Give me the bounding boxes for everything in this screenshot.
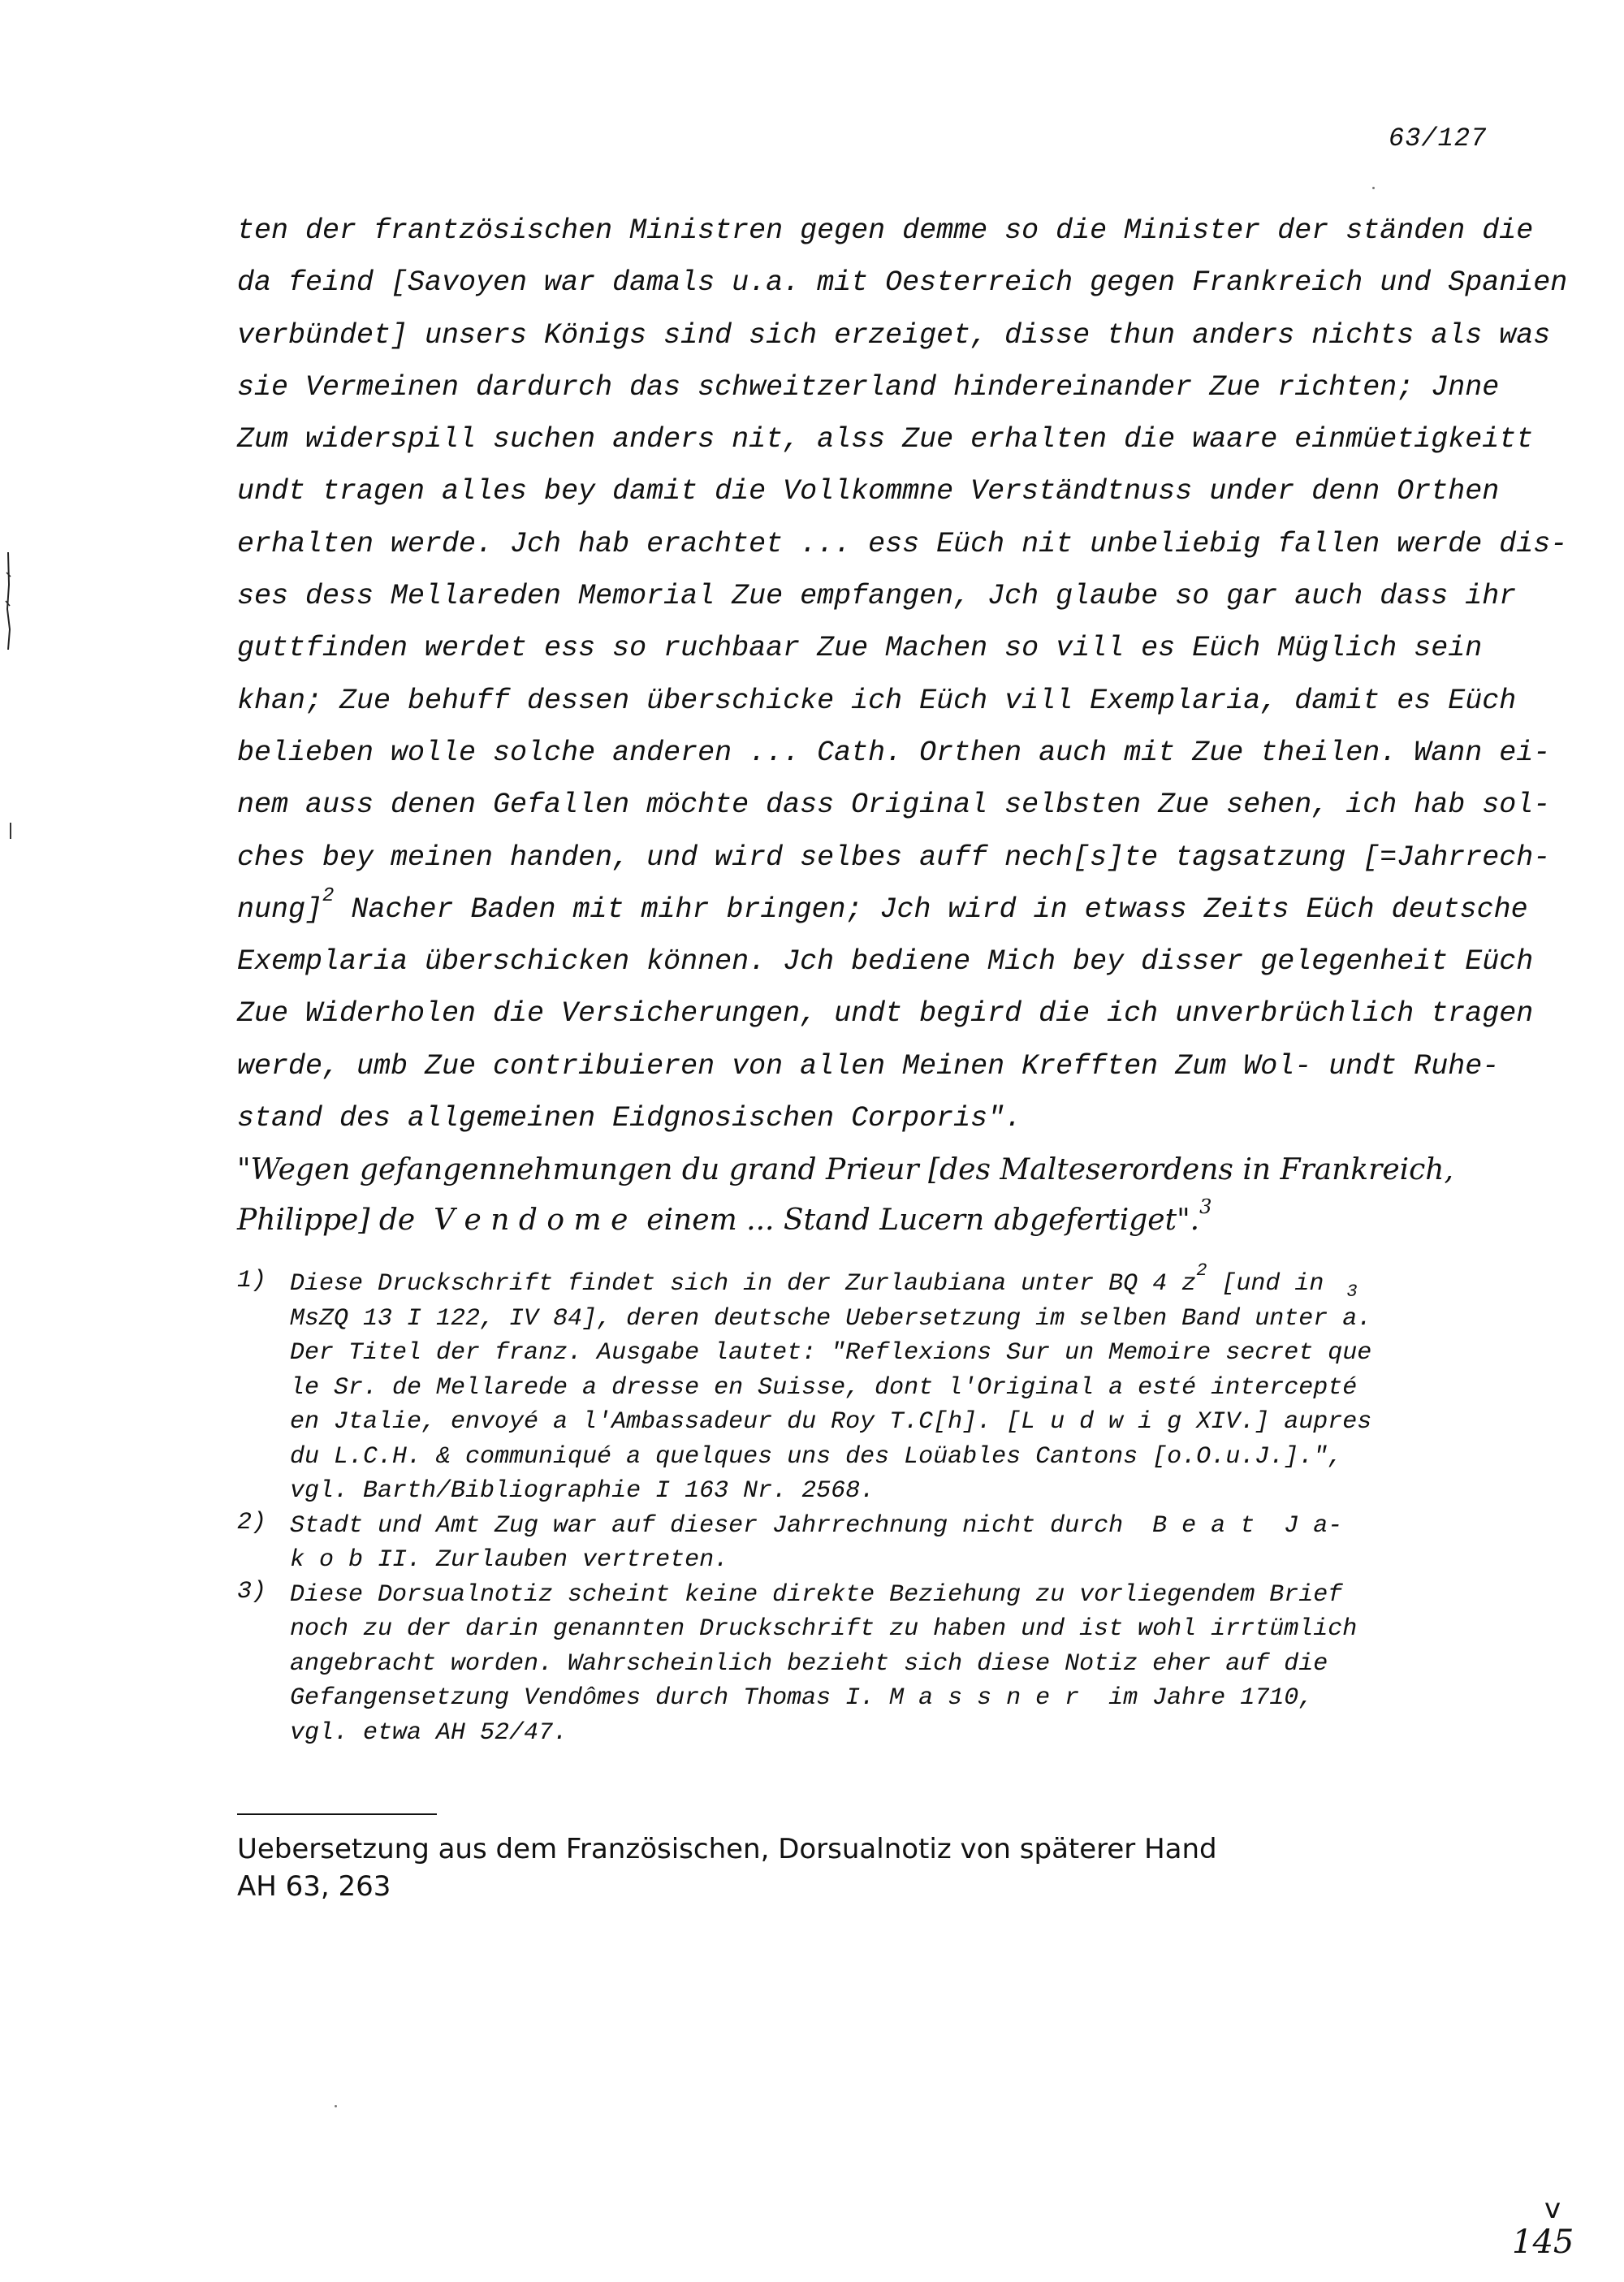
footnote-text: [und in	[1207, 1270, 1324, 1298]
footnote-superscript: 3	[1346, 1281, 1358, 1302]
footnote-number: 1)	[237, 1267, 267, 1294]
footnote-number: 2)	[237, 1508, 267, 1536]
footnote-line: noch zu der darin genannten Druckschrift zu haben und ist wohl irrtümlich	[290, 1615, 1358, 1643]
footnote-text: Diese Druckschrift findet sich in der Zurlaubiana unter BQ 4 z	[290, 1270, 1197, 1298]
corner-check-mark: v	[1544, 2193, 1561, 2225]
footnote-number: 3)	[237, 1577, 267, 1606]
footnote-2	[237, 1509, 1553, 1578]
footnote-line: du L.C.H. & communiqué a quelques uns des Loüables Cantons [o.O.u.J.].",	[290, 1442, 1343, 1471]
footnote-separator	[237, 1813, 437, 1815]
body-line: stand des allgemeinen Eidgnosischen Corporis".	[237, 1102, 1022, 1135]
scan-speck	[1372, 187, 1375, 189]
body-line: ses dess Mellareden Memorial Zue empfangen, Jch glaube so gar auch dass ihr	[237, 580, 1517, 613]
handwritten-folio-number: 145	[1512, 2224, 1574, 2261]
body-line: undt tragen alles bey damit die Vollkommne Verständtnuss under denn Orthen	[237, 475, 1500, 508]
footnote-ref-3: 3	[1199, 1195, 1212, 1218]
footnote-line: k o b II. Zurlauben vertreten.	[290, 1546, 729, 1574]
body-text: Nacher Baden mit mihr bringen; Jch wird in etwass Zeits Eüch deutsche	[334, 892, 1528, 926]
footnote-1	[237, 1260, 1553, 1509]
body-line: da feind [Savoyen war damals u.a. mit Oesterreich gegen Frankreich und Spanien	[237, 266, 1568, 300]
footnote-text: MsZQ 13 I 122, IV 84], deren deutsche Uebersetzung im selben Band unter a	[290, 1304, 1358, 1333]
footnote-3	[237, 1578, 1553, 1751]
body-line: guttfinden werdet ess so ruchbaar Zue Machen so vill es Eüch Müglich sein	[237, 632, 1483, 665]
scan-speck	[335, 2105, 337, 2107]
body-line	[237, 884, 1536, 936]
body-line: belieben wolle solche anderen ... Cath. Orthen auch mit Zue theilen. Wann ei-	[237, 736, 1551, 769]
footnotes	[237, 1260, 1553, 1750]
footnote-line: vgl. etwa AH 52/47.	[290, 1718, 568, 1747]
body-line: Exemplaria überschicken können. Jch bediene Mich bey disser gelegenheit Eüch	[237, 945, 1534, 979]
letter-body	[237, 205, 1568, 1144]
footnote-text: .	[1357, 1304, 1372, 1333]
margin-binding-mark	[5, 552, 11, 650]
footnote-line: Diese Dorsualnotiz scheint keine direkte Beziehung zu vorliegendem Brief	[290, 1580, 1343, 1609]
footnote-ref-2: 2	[322, 884, 335, 907]
footnote-line: en Jtalie, envoyé a l'Ambassadeur du Roy T.C[h]. [L u d w i g XIV.] aupres	[290, 1408, 1372, 1436]
script-line: "Wegen gefangennehmungen du grand Prieur [des Malteserordens in Frankreich,	[237, 1153, 1453, 1186]
body-line: erhalten werde. Jch hab erachtet ... ess Eüch nit unbeliebig fallen werde dis-	[237, 527, 1568, 560]
dorsal-note-quote	[237, 1145, 1553, 1246]
footnote-line	[290, 1260, 1371, 1302]
footnote-line: Stadt und Amt Zug war auf dieser Jahrrechnung nicht durch B e a t J a-	[290, 1511, 1343, 1540]
body-line: khan; Zue behuff dessen überschicke ich Eüch vill Exemplaria, damit es Eüch	[237, 684, 1517, 717]
script-text: Philippe] de V e n d o m e einem ... Stand Lucern abgefertiget".	[237, 1204, 1200, 1237]
body-line: ches bey meinen handen, und wird selbes auff nech[s]te tagsatzung [=Jahrrech-	[237, 841, 1551, 874]
script-line	[237, 1195, 1553, 1246]
body-line: Zue Widerholen die Versicherungen, undt begird die ich unverbrüchlich tragen	[237, 997, 1534, 1031]
margin-tick-mark	[8, 823, 13, 839]
footnote-superscript: 2	[1196, 1260, 1207, 1281]
body-line: werde, umb Zue contribuieren von allen Meinen Krefften Zum Wol- undt Ruhe-	[237, 1049, 1500, 1083]
source-note-line: AH 63, 263	[237, 1870, 391, 1903]
footnote-line: Der Titel der franz. Ausgabe lautet: "Reflexions Sur un Memoire secret que	[290, 1339, 1372, 1367]
footnote-line: angebracht worden. Wahrscheinlich bezieht sich diese Notiz eher auf die	[290, 1649, 1328, 1678]
body-text: nung]	[237, 892, 323, 926]
page-number: 63/127	[1389, 123, 1488, 153]
body-line: sie Vermeinen dardurch das schweitzerland hindereinander Zue richten; Jnne	[237, 370, 1500, 404]
body-line: ten der frantzösischen Ministren gegen demme so die Minister der ständen die	[237, 214, 1534, 247]
body-line: verbündet] unsers Königs sind sich erzeiget, disse thun anders nichts als was	[237, 318, 1551, 352]
footnote-line: le Sr. de Mellarede a dresse en Suisse, dont l'Original a esté intercepté	[290, 1373, 1358, 1402]
source-note	[237, 1830, 1455, 1905]
footnote-line	[290, 1302, 1371, 1337]
body-line: Zum widerspill suchen anders nit, alss Zue erhalten die waare einmüetigkeitt	[237, 423, 1534, 456]
footnote-line: Gefangensetzung Vendômes durch Thomas I. M a s s n e r im Jahre 1710,	[290, 1684, 1314, 1712]
body-line: nem auss denen Gefallen möchte dass Original selbsten Zue sehen, ich hab sol-	[237, 789, 1551, 822]
source-note-line: Uebersetzung aus dem Französischen, Dorsualnotiz von späterer Hand	[237, 1833, 1217, 1865]
footnote-line: vgl. Barth/Bibliographie I 163 Nr. 2568.	[290, 1477, 875, 1505]
